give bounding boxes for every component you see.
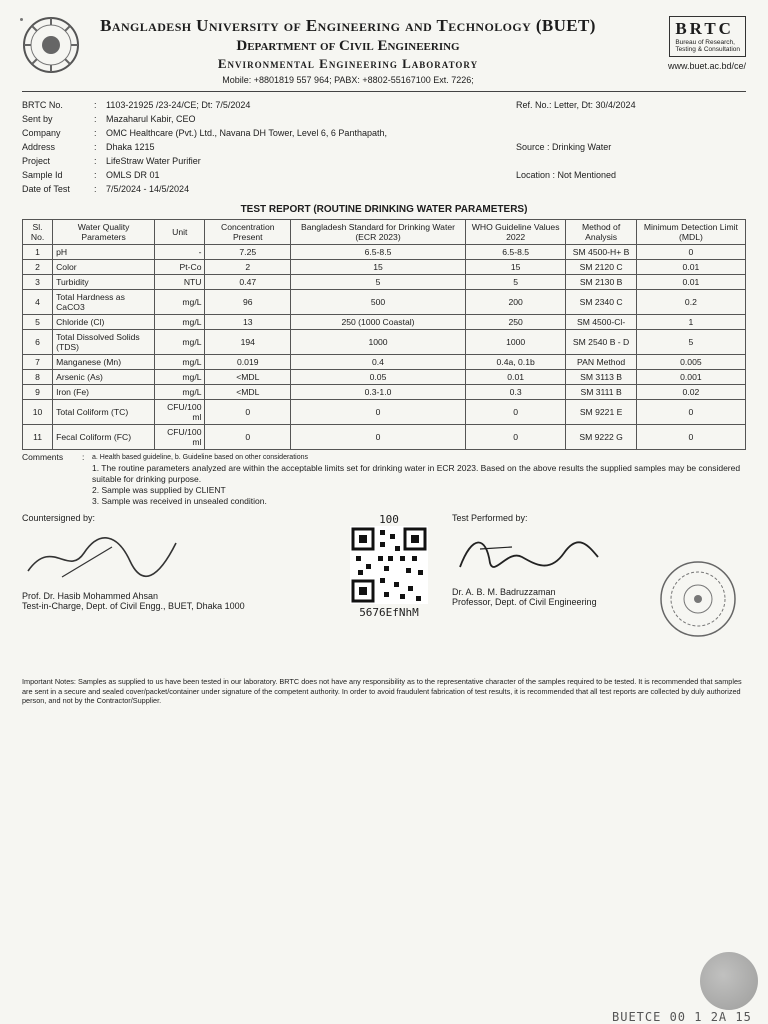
brtc-subtitle-2: Testing & Consultation <box>675 46 740 54</box>
important-notes: Important Notes: Samples as supplied to us have been tested in our laboratory. BRTC does not have any responsibility as to the representative character of the samples required to be tested. It is recommended that samples are sent in a secure and sealed cover/packet/container under signature of the competent authority. In order to avoid fraudulent fabrication of test results, it is recommended that all test reports are collected by duly authorized person, and not by the Contractor/Supplier. <box>22 677 742 705</box>
meta-row-project <box>22 154 516 168</box>
cell-method: SM 3113 B <box>566 370 636 385</box>
col-header-mdl: Minimum Detection Limit (MDL) <box>636 220 745 245</box>
cell-unit: - <box>155 245 205 260</box>
cell-mdl: 0.005 <box>636 355 745 370</box>
brtc-subtitle-1: Bureau of Research, <box>675 39 735 46</box>
cell-sl: 11 <box>23 425 53 450</box>
cell-mdl: 0.2 <box>636 290 745 315</box>
signature-icon <box>452 527 602 583</box>
cell-who-guideline: 0.3 <box>465 385 565 400</box>
meta-value: Dhaka 1215 <box>106 142 155 152</box>
meta-value: 7/5/2024 - 14/5/2024 <box>106 184 190 194</box>
department-name: Department of Civil Engineering <box>236 38 460 54</box>
table-row <box>23 315 746 330</box>
cell-parameter: pH <box>53 245 155 260</box>
table-row <box>23 260 746 275</box>
spacer-line <box>516 154 746 168</box>
meta-label: Address <box>22 142 56 152</box>
countersignature-icon <box>22 527 182 587</box>
meta-value: OMLS DR 01 <box>106 170 160 180</box>
header-divider <box>22 91 746 92</box>
cell-who-guideline: 0 <box>465 425 565 450</box>
brtc-logo-box <box>669 16 746 57</box>
cell-sl: 5 <box>23 315 53 330</box>
cell-concentration: 0 <box>205 425 291 450</box>
meta-row-address <box>22 140 516 154</box>
results-body <box>23 245 746 450</box>
cell-parameter: Manganese (Mn) <box>53 355 155 370</box>
location-line: Location : Not Mentioned <box>516 170 617 180</box>
cell-unit: mg/L <box>155 355 205 370</box>
qr-number: 100 <box>379 513 399 526</box>
cell-concentration: 194 <box>205 330 291 355</box>
cell-bd-standard: 250 (1000 Coastal) <box>291 315 466 330</box>
cell-concentration: 7.25 <box>205 245 291 260</box>
signature-area <box>22 513 746 673</box>
cell-unit: NTU <box>155 275 205 290</box>
meta-row-company <box>22 126 516 140</box>
cell-sl: 2 <box>23 260 53 275</box>
qr-code-icon <box>350 526 428 604</box>
cell-concentration: 0.019 <box>205 355 291 370</box>
cell-parameter: Turbidity <box>53 275 155 290</box>
cell-mdl: 0 <box>636 245 745 260</box>
meta-colon: : <box>94 156 97 166</box>
department-stamp-icon <box>658 559 738 639</box>
cell-sl: 4 <box>23 290 53 315</box>
cell-mdl: 0.01 <box>636 260 745 275</box>
countersigner-title: Test-in-Charge, Dept. of Civil Engg., BUET, Dhaka 1000 <box>22 601 245 611</box>
cell-parameter: Color <box>53 260 155 275</box>
meta-label: Sample Id <box>22 170 63 180</box>
table-row <box>23 290 746 315</box>
comments-body <box>92 452 746 507</box>
cell-unit: Pt-Co <box>155 260 205 275</box>
table-row <box>23 330 746 355</box>
qr-block <box>334 513 444 619</box>
cell-method: SM 4500-H+ B <box>566 245 636 260</box>
cell-sl: 8 <box>23 370 53 385</box>
meta-right <box>516 98 746 196</box>
countersigned-block <box>22 513 322 611</box>
sample-meta <box>22 98 746 196</box>
meta-colon: : <box>94 114 97 124</box>
cell-bd-standard: 5 <box>291 275 466 290</box>
cell-concentration: 96 <box>205 290 291 315</box>
cell-method: SM 9221 E <box>566 400 636 425</box>
col-header-who: WHO Guideline Values 2022 <box>465 220 565 245</box>
cell-mdl: 0.001 <box>636 370 745 385</box>
col-header-unit: Unit <box>155 220 205 245</box>
table-row <box>23 385 746 400</box>
meta-value: OMC Healthcare (Pvt.) Ltd., Navana DH Tower, Level 6, 6 Panthapath, <box>106 128 387 138</box>
meta-left <box>22 98 516 196</box>
cell-bd-standard: 15 <box>291 260 466 275</box>
meta-colon: : <box>94 170 97 180</box>
meta-value: Mazaharul Kabir, CEO <box>106 114 196 124</box>
cell-concentration: 13 <box>205 315 291 330</box>
cell-who-guideline: 0.4a, 0.1b <box>465 355 565 370</box>
performer-name: Dr. A. B. M. Badruzzaman <box>452 587 556 597</box>
cell-who-guideline: 0.01 <box>465 370 565 385</box>
cell-who-guideline: 1000 <box>465 330 565 355</box>
cell-mdl: 1 <box>636 315 745 330</box>
brtc-logo: BRTC <box>675 19 734 38</box>
table-row <box>23 425 746 450</box>
cell-who-guideline: 200 <box>465 290 565 315</box>
col-header-method: Method of Analysis <box>566 220 636 245</box>
col-header-bd-standard: Bangladesh Standard for Drinking Water (ECR 2023) <box>291 220 466 245</box>
cell-parameter: Fecal Coliform (FC) <box>53 425 155 450</box>
cell-method: SM 9222 G <box>566 425 636 450</box>
comment-2: 2. Sample was supplied by CLIENT <box>92 485 226 495</box>
meta-value: LifeStraw Water Purifier <box>106 156 201 166</box>
comments <box>22 452 746 507</box>
cell-bd-standard: 0 <box>291 400 466 425</box>
meta-label: BRTC No. <box>22 100 63 110</box>
results-table <box>22 219 746 450</box>
website: www.buet.ac.bd/ce/ <box>667 60 746 71</box>
cell-concentration: 0.47 <box>205 275 291 290</box>
cell-unit: mg/L <box>155 385 205 400</box>
laboratory-name: Environmental Engineering Laboratory <box>217 56 479 71</box>
cell-parameter: Total Dissolved Solids (TDS) <box>53 330 155 355</box>
countersigned-label: Countersigned by: <box>22 513 96 523</box>
cell-bd-standard: 500 <box>291 290 466 315</box>
table-row <box>23 355 746 370</box>
cell-concentration: <MDL <box>205 385 291 400</box>
report-title: TEST REPORT (ROUTINE DRINKING WATER PARAMETERS) <box>240 204 528 215</box>
meta-row-sample-id <box>22 168 516 182</box>
cell-unit: mg/L <box>155 290 205 315</box>
cell-method: SM 4500-Cl- <box>566 315 636 330</box>
cell-concentration: 0 <box>205 400 291 425</box>
cell-sl: 10 <box>23 400 53 425</box>
cell-bd-standard: 0.4 <box>291 355 466 370</box>
meta-label: Date of Test <box>22 184 70 194</box>
cell-method: SM 2130 B <box>566 275 636 290</box>
meta-label: Company <box>22 128 61 138</box>
table-row <box>23 275 746 290</box>
meta-colon: : <box>94 142 97 152</box>
university-name: Bangladesh University of Engineering and Technology (BUET) <box>100 16 596 35</box>
cell-unit: mg/L <box>155 330 205 355</box>
col-header-sl: Sl. No. <box>23 220 53 245</box>
cell-unit: CFU/100 ml <box>155 425 205 450</box>
spacer-line <box>516 126 746 140</box>
cell-concentration: 2 <box>205 260 291 275</box>
meta-row-sent-by <box>22 112 516 126</box>
cell-bd-standard: 6.5-8.5 <box>291 245 466 260</box>
ref-line: Ref. No.: Letter, Dt: 30/4/2024 <box>516 100 636 110</box>
comments-label: Comments <box>22 452 64 462</box>
cell-parameter: Arsenic (As) <box>53 370 155 385</box>
cell-parameter: Total Hardness as CaCO3 <box>53 290 155 315</box>
cell-who-guideline: 15 <box>465 260 565 275</box>
comment-note: a. Health based guideline, b. Guideline based on other considerations <box>92 454 308 461</box>
cell-method: SM 2340 C <box>566 290 636 315</box>
cell-unit: mg/L <box>155 315 205 330</box>
table-row <box>23 370 746 385</box>
cell-mdl: 0.02 <box>636 385 745 400</box>
letterhead <box>22 16 746 85</box>
cell-who-guideline: 6.5-8.5 <box>465 245 565 260</box>
cell-unit: mg/L <box>155 370 205 385</box>
brtc-block <box>616 16 746 71</box>
scan-artifact <box>700 952 758 1010</box>
cell-mdl: 0 <box>636 425 745 450</box>
comment-1: 1. The routine parameters analyzed are within the acceptable limits set for drinking water in ECR 2023. Based on the above results the supplied samples may be considered suitable for drinking purpose. <box>92 463 741 484</box>
cell-who-guideline: 5 <box>465 275 565 290</box>
performed-label: Test Performed by: <box>452 513 528 523</box>
cell-sl: 3 <box>23 275 53 290</box>
cell-parameter: Total Coliform (TC) <box>53 400 155 425</box>
cell-who-guideline: 250 <box>465 315 565 330</box>
cell-method: SM 3111 B <box>566 385 636 400</box>
cell-parameter: Iron (Fe) <box>53 385 155 400</box>
cell-who-guideline: 0 <box>465 400 565 425</box>
comments-colon: : <box>82 452 85 462</box>
buet-seal-icon <box>22 16 80 74</box>
qr-code-text: 5676EfNhM <box>359 606 419 619</box>
cell-mdl: 5 <box>636 330 745 355</box>
contact-line: Mobile: +8801819 557 964; PABX: +8802-55167100 Ext. 7226; <box>222 75 474 85</box>
spacer-line <box>516 112 746 126</box>
col-header-parameter: Water Quality Parameters <box>53 220 155 245</box>
table-header-row <box>23 220 746 245</box>
cell-sl: 7 <box>23 355 53 370</box>
cell-mdl: 0 <box>636 400 745 425</box>
cell-bd-standard: 1000 <box>291 330 466 355</box>
meta-colon: : <box>94 100 97 110</box>
col-header-concentration: Concentration Present <box>205 220 291 245</box>
edge-code: BUETCE 00 1 2A 15 <box>612 1010 752 1024</box>
performer-title: Professor, Dept. of Civil Engineering <box>452 597 597 607</box>
table-row <box>23 400 746 425</box>
meta-colon: : <box>94 128 97 138</box>
meta-row-brtc <box>22 98 516 112</box>
cell-concentration: <MDL <box>205 370 291 385</box>
cell-parameter: Chloride (Cl) <box>53 315 155 330</box>
source-line: Source : Drinking Water <box>516 142 612 152</box>
cell-unit: CFU/100 ml <box>155 400 205 425</box>
countersigner-name: Prof. Dr. Hasib Mohammed Ahsan <box>22 591 159 601</box>
report-content <box>22 16 746 1008</box>
letterhead-titles <box>92 16 604 85</box>
cell-sl: 6 <box>23 330 53 355</box>
meta-label: Sent by <box>22 114 53 124</box>
cell-sl: 1 <box>23 245 53 260</box>
cell-method: SM 2540 B - D <box>566 330 636 355</box>
cell-bd-standard: 0.3-1.0 <box>291 385 466 400</box>
cell-method: SM 2120 C <box>566 260 636 275</box>
meta-colon: : <box>94 184 97 194</box>
cell-sl: 9 <box>23 385 53 400</box>
cell-bd-standard: 0.05 <box>291 370 466 385</box>
meta-label: Project <box>22 156 51 166</box>
cell-bd-standard: 0 <box>291 425 466 450</box>
meta-row-date <box>22 182 516 196</box>
table-row <box>23 245 746 260</box>
comment-3: 3. Sample was received in unsealed condition. <box>92 496 267 506</box>
cell-mdl: 0.01 <box>636 275 745 290</box>
meta-value: 1103-21925 /23-24/CE; Dt: 7/5/2024 <box>106 100 251 110</box>
cell-method: PAN Method <box>566 355 636 370</box>
